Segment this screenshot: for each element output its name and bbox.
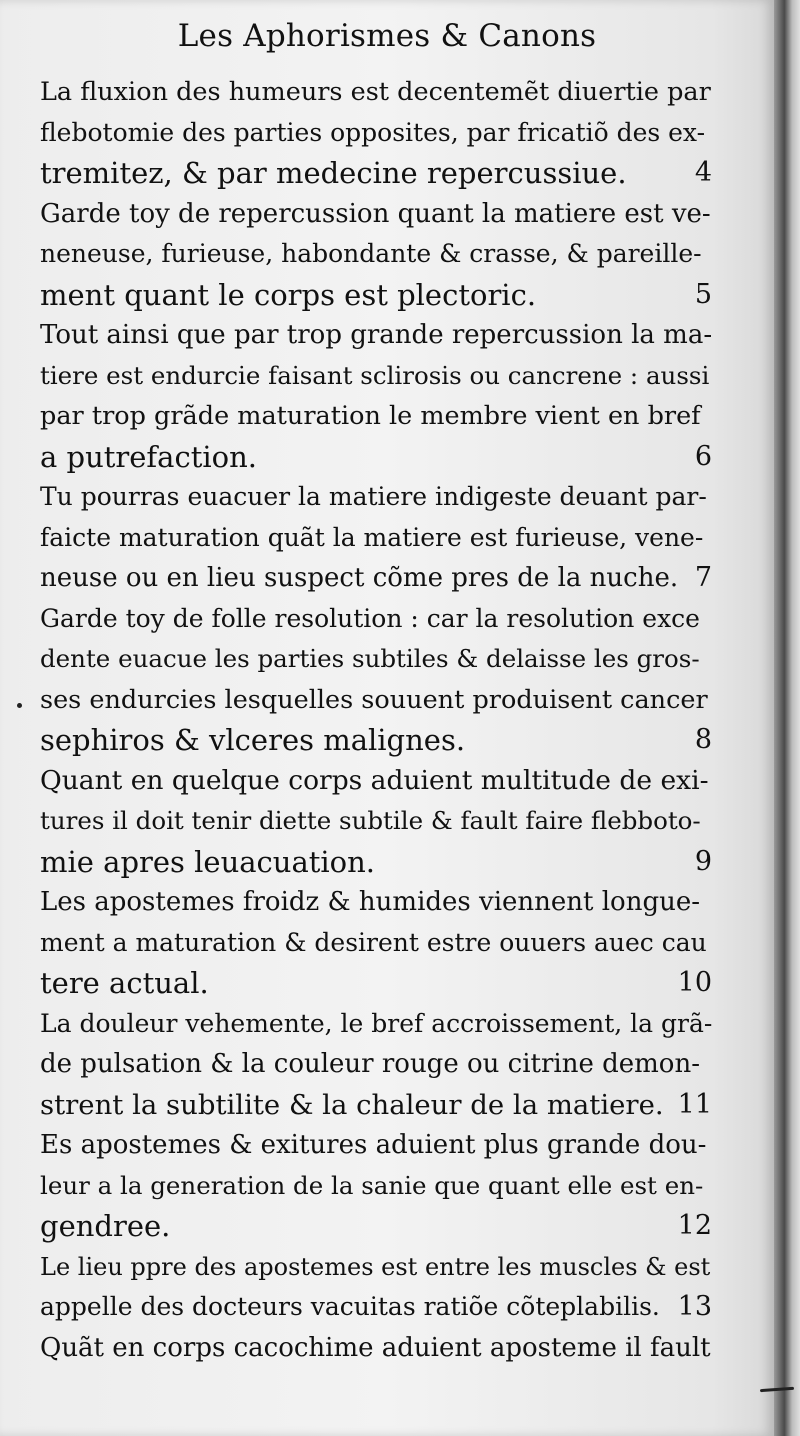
line-text: a putrefaction. — [40, 439, 257, 474]
aphorism-number — [702, 599, 712, 640]
text-line-2 — [40, 113, 712, 154]
line-text: appelle des docteurs vacuitas ratiõe cõteplabilis. — [40, 1292, 660, 1321]
aphorism-number: 5 — [694, 278, 712, 310]
aphorism-number: 11 — [677, 1088, 712, 1120]
line-text: dente euacue les parties subtiles & delaisse les gros- — [40, 644, 700, 673]
line-text: Les apostemes froidz & humides viennent longue- — [40, 887, 701, 917]
line-text: leur a la generation de la sanie que quant elle est en- — [40, 1170, 704, 1200]
ink-speck — [17, 703, 22, 708]
line-text: gendree. — [40, 1209, 171, 1243]
line-text: par trop grãde maturation le membre vient en bref — [40, 401, 701, 431]
line-text: Le lieu ppre des apostemes est entre les muscles & est — [40, 1252, 711, 1281]
text-line-13 — [40, 558, 712, 599]
text-line-12 — [40, 518, 712, 559]
text-line-17 — [40, 720, 712, 761]
text-line-10 — [40, 437, 712, 478]
aphorism-number — [711, 1328, 721, 1369]
aphorism-number — [711, 194, 721, 235]
aphorism-number — [708, 680, 718, 721]
line-text: de pulsation & la couleur rouge ou citrine demon- — [40, 1049, 700, 1079]
text-line-4 — [40, 194, 712, 235]
line-text: tere actual. — [40, 966, 209, 1000]
aphorism-number: 13 — [677, 1291, 712, 1322]
aphorism-number — [712, 1004, 722, 1045]
line-text: flebotomie des parties opposites, par fricatiõ des ex- — [40, 117, 706, 147]
line-text: Tout ainsi que par trop grande repercussion la ma- — [40, 320, 713, 350]
line-text: tures il doit tenir diette subtile & fault faire flebboto- — [40, 806, 701, 835]
line-text: Garde toy de repercussion quant la matiere est ve- — [40, 198, 711, 229]
text-line-3 — [40, 153, 712, 194]
line-text: tremitez, & par medecine repercussiue. — [40, 156, 627, 190]
line-text: neneuse, furieuse, habondante & crasse, & pareille- — [40, 239, 702, 268]
aphorism-number — [702, 801, 712, 842]
aphorism-number: 8 — [694, 724, 712, 755]
line-text: sephiros & vlceres malignes. — [40, 723, 466, 757]
text-line-32 — [40, 1328, 712, 1369]
text-line-24 — [40, 1004, 712, 1045]
aphorism-number — [707, 477, 717, 518]
text-line-21 — [40, 882, 712, 923]
text-line-31 — [40, 1287, 712, 1328]
line-text: tiere est endurcie faisant sclirosis ou cancrene : aussi — [40, 360, 710, 390]
aphorism-number: 12 — [677, 1210, 712, 1241]
text-line-22 — [40, 923, 712, 964]
line-text: Es apostemes & exitures aduient plus grande dou- — [40, 1130, 707, 1160]
text-line-5 — [40, 234, 712, 275]
line-text: ment quant le corps est plectoric. — [40, 277, 537, 312]
line-text: Quant en quelque corps aduient multitude de exi- — [40, 764, 709, 796]
aphorism-text-block — [40, 72, 712, 1368]
aphorism-number — [705, 113, 715, 154]
text-line-18 — [40, 761, 712, 802]
line-text: faicte maturation quãt la matiere est furieuse, vene- — [40, 522, 704, 552]
aphorism-number — [703, 518, 713, 559]
line-text: ment a maturation & desirent estre ouuers auec cau — [40, 927, 707, 957]
text-line-16 — [40, 680, 712, 721]
text-line-27 — [40, 1125, 712, 1166]
aphorism-number: 4 — [694, 157, 712, 188]
line-text: Tu pourras euacuer la matiere indigeste deuant par- — [40, 482, 707, 511]
aphorism-number — [710, 1247, 720, 1288]
aphorism-number — [702, 396, 712, 437]
text-line-14 — [40, 599, 712, 640]
aphorism-number — [709, 761, 719, 802]
aphorism-number — [702, 234, 712, 275]
line-text: neuse ou en lieu suspect cõme pres de la nuche. — [40, 563, 679, 593]
aphorism-number — [706, 1125, 716, 1166]
aphorism-number: 7 — [694, 562, 712, 593]
text-line-1 — [40, 72, 712, 113]
aphorism-number — [712, 315, 722, 356]
text-line-20 — [40, 842, 712, 883]
book-binding-edge — [774, 0, 800, 1436]
aphorism-number: 6 — [694, 440, 712, 472]
aphorism-number — [707, 923, 717, 964]
text-line-9 — [40, 396, 712, 437]
aphorism-number — [711, 72, 721, 113]
aphorism-number — [702, 882, 712, 923]
text-line-26 — [40, 1085, 712, 1126]
line-text: ses endurcies lesquelles souuent produisent cancer — [40, 684, 708, 715]
text-line-11 — [40, 477, 712, 518]
text-line-23 — [40, 963, 712, 1004]
running-header: Les Aphorismes & Canons — [177, 18, 597, 54]
line-text: Quãt en corps cacochime aduient aposteme il fault — [40, 1332, 711, 1363]
aphorism-number — [702, 639, 712, 680]
text-line-25 — [40, 1044, 712, 1085]
text-line-6 — [40, 275, 712, 316]
text-line-19 — [40, 801, 712, 842]
text-line-7 — [40, 315, 712, 356]
text-line-28 — [40, 1166, 712, 1207]
text-line-8 — [40, 356, 712, 397]
line-text: strent la subtilite & la chaleur de la matiere. — [40, 1088, 664, 1121]
text-line-29 — [40, 1206, 712, 1247]
aphorism-number — [709, 356, 719, 397]
aphorism-number: 9 — [694, 845, 712, 877]
text-line-15 — [40, 639, 712, 680]
line-text: Garde toy de folle resolution : car la resolution exce — [40, 603, 700, 633]
aphorism-number — [703, 1166, 713, 1207]
line-text: mie apres leuacuation. — [40, 844, 376, 879]
line-text: La douleur vehemente, le bref accroissement, la grã- — [40, 1008, 713, 1038]
aphorism-number: 10 — [677, 967, 712, 998]
line-text: La fluxion des humeurs est decentemẽt diuertie par — [40, 77, 711, 107]
aphorism-number — [702, 1044, 712, 1085]
text-line-30 — [40, 1247, 712, 1288]
